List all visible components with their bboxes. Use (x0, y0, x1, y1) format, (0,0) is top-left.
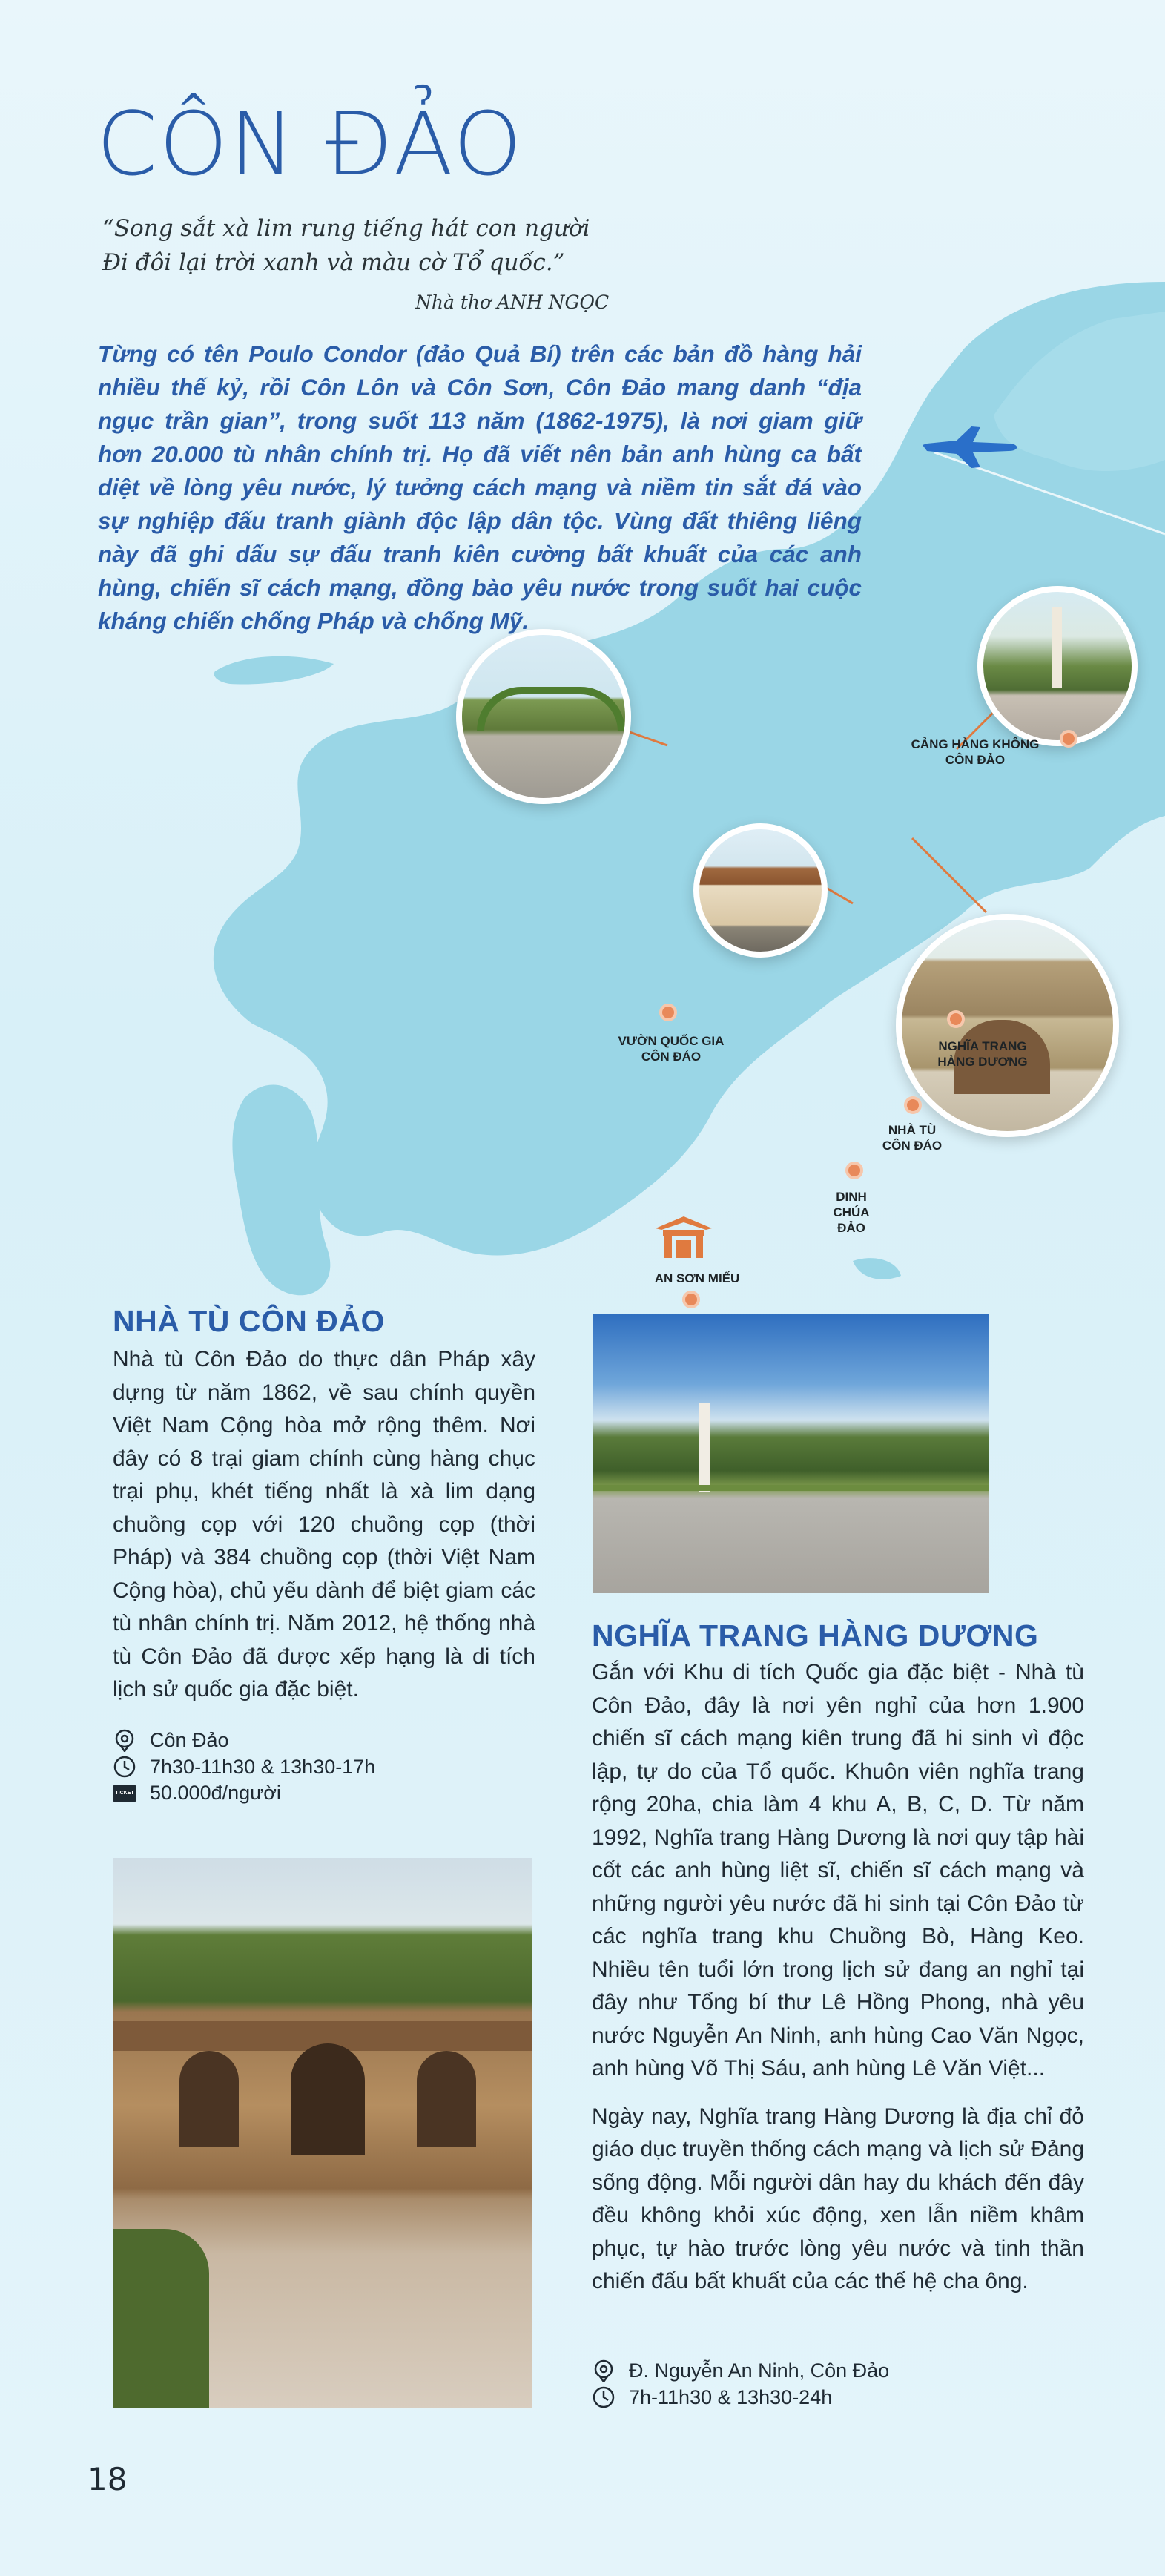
label-airport-line2: CÔN ĐẢO (945, 753, 1006, 767)
cemetery-title: NGHĨA TRANG HÀNG DƯƠNG (592, 1618, 1039, 1653)
cemetery-location: Đ. Nguyễn An Ninh, Côn Đảo (629, 2359, 890, 2382)
cemetery-body-1: Gắn với Khu di tích Quốc gia đặc biệt - Nhà tù Côn Đảo, đây là nơi yên nghỉ của hơn 1.900 chiến sĩ cách mạng kiên trung đã hi sinh vì độc lập, tự do của Tổ quốc. Khuôn viên nghĩa trang rộng 20ha, chia làm 4 khu A, B, C, D. Từ năm 1992, Nghĩa trang Hàng Dương là nơi quy tập hài cốt các anh hùng liệt sĩ, chiến sĩ cách mạng và những người yêu nước đã hi sinh tại Côn Đảo từ các nghĩa trang khu Chuồng Bò, Hàng Keo. Nhiều tên tuổi lớn trong lịch sử đang an nghỉ tại đây như Tổng bí thư Lê Hồng Phong, nhà yêu nước Nguyễn An Ninh, anh hùng Cao Văn Ngọc, anh hùng Võ Thị Sáu, anh hùng Lê Văn Việt... (592, 1660, 1084, 2081)
photo-palace (693, 823, 828, 958)
cemetery-body-2: Ngày nay, Nghĩa trang Hàng Dương là địa chỉ đỏ giáo dục truyền thống cách mạng và lịch sử Đảng sống động. Mỗi người dân hay du khách đến đây đều không khỏi xúc động, xen lẫn niềm khâm phục, tự hào trước lòng yêu nước và tinh thần chiến đấu bất khuất của các thế hệ cha ông. (592, 2104, 1084, 2293)
marker-national-park[interactable] (659, 1004, 677, 1021)
photo-national-park (456, 629, 631, 804)
ticket-icon: TICKET (113, 1785, 136, 1802)
label-airport-line1: CẢNG HÀNG KHÔNG (911, 737, 1040, 751)
photo-prison (896, 914, 1119, 1137)
location-pin-icon (592, 2359, 615, 2382)
intro-paragraph: Từng có tên Poulo Condor (đảo Quả Bí) trên các bản đồ hàng hải nhiều thế kỷ, rồi Côn Lôn và Côn Sơn, Côn Đảo mang danh “địa ngục trần gian”, trong suốt 113 năm (1862-1975), là nơi giam giữ hơn 20.000 tù nhân chính trị. Họ đã viết nên bản anh hùng ca bất diệt về lòng yêu nước, lý tưởng cách mạng và niềm tin sắt đá vào sự nghiệp đấu tranh giành độc lập dân tộc. Vùng đất thiêng liêng này đã ghi dấu sự đấu tranh kiên cường bất khuất của các anh hùng, chiến sĩ cách mạng, đồng bào yêu nước trong suốt hai cuộc kháng chiến chống Pháp và chống Mỹ. (98, 340, 862, 634)
location-pin-icon (113, 1728, 136, 1752)
island-southwest (232, 1085, 330, 1296)
label-park-line2: CÔN ĐẢO (641, 1050, 702, 1064)
page-number: 18 (88, 2461, 128, 2497)
islet-4 (853, 1258, 901, 1279)
prison-body: Nhà tù Côn Đảo do thực dân Pháp xây dựng từ năm 1862, về sau chính quyền Việt Nam Cộng hòa mở rộng thêm. Nơi đây có 8 trại giam chính cùng hàng chục trại phụ, khét tiếng nhất là xà lim dạng chuồng cọp với 120 chuồng cọp (thời Pháp) và 384 chuồng cọp (thời Việt Nam Cộng hòa), chủ yếu dành để biệt giam các tù nhân chính trị. Năm 2012, hệ thống nhà tù Côn Đảo đã được xếp hạng là di tích lịch sử quốc gia đặc biệt. (113, 1347, 535, 1702)
marker-prison[interactable] (904, 1096, 922, 1114)
photo-cemetery (977, 586, 1138, 746)
marker-airport[interactable] (1060, 730, 1077, 748)
marker-cemetery[interactable] (947, 1010, 965, 1028)
prison-section (113, 1304, 535, 1707)
label-an-son: AN SƠN MIẾU (654, 1271, 740, 1285)
prison-ticket: 50.000đ/người (150, 1782, 281, 1804)
prison-location-row (113, 1728, 229, 1752)
quote-author: Nhà thơ ANH NGỌC (415, 291, 610, 313)
label-prison-line1: NHÀ TÙ (888, 1123, 937, 1137)
prison-title: NHÀ TÙ CÔN ĐẢO (113, 1304, 385, 1338)
clock-icon (113, 1755, 136, 1779)
label-cemetery-line2: HÀNG DƯƠNG (937, 1055, 1028, 1069)
prison-ticket-row (113, 1782, 281, 1805)
page-title: CÔN ĐẢO (96, 93, 524, 195)
clock-icon (592, 2385, 615, 2409)
quote-line-2: Đi đôi lại trời xanh và màu cờ Tổ quốc.” (102, 249, 565, 276)
cemetery-photo (593, 1314, 989, 1593)
prison-hours-row (113, 1755, 375, 1779)
cemetery-location-row (592, 2359, 889, 2382)
marker-an-son[interactable] (682, 1291, 700, 1308)
prison-location: Côn Đảo (150, 1728, 229, 1751)
label-palace-line2: CHÚA (833, 1205, 870, 1219)
label-national-park (601, 1033, 742, 1064)
label-airport (897, 737, 1053, 768)
label-cemetery-line1: NGHĨA TRANG (938, 1039, 1027, 1053)
label-palace-line1: DINH (836, 1190, 867, 1204)
cemetery-section (592, 1618, 1084, 2299)
prison-hours: 7h30-11h30 & 13h30-17h (150, 1755, 376, 1778)
label-palace-line3: ĐẢO (837, 1221, 865, 1235)
label-park-line1: VƯỜN QUỐC GIA (618, 1034, 725, 1048)
label-palace (829, 1189, 874, 1236)
quote-line-1: “Song sắt xà lim rung tiếng hát con người (102, 215, 590, 242)
temple-icon (654, 1215, 713, 1259)
label-prison (871, 1122, 953, 1153)
prison-photo (113, 1858, 532, 2408)
cemetery-hours: 7h-11h30 & 13h30-24h (629, 2385, 833, 2408)
label-prison-line2: CÔN ĐẢO (882, 1139, 943, 1153)
marker-palace[interactable] (845, 1162, 863, 1179)
label-cemetery (920, 1038, 1046, 1070)
islet-1 (214, 656, 334, 685)
cemetery-hours-row (592, 2385, 832, 2409)
